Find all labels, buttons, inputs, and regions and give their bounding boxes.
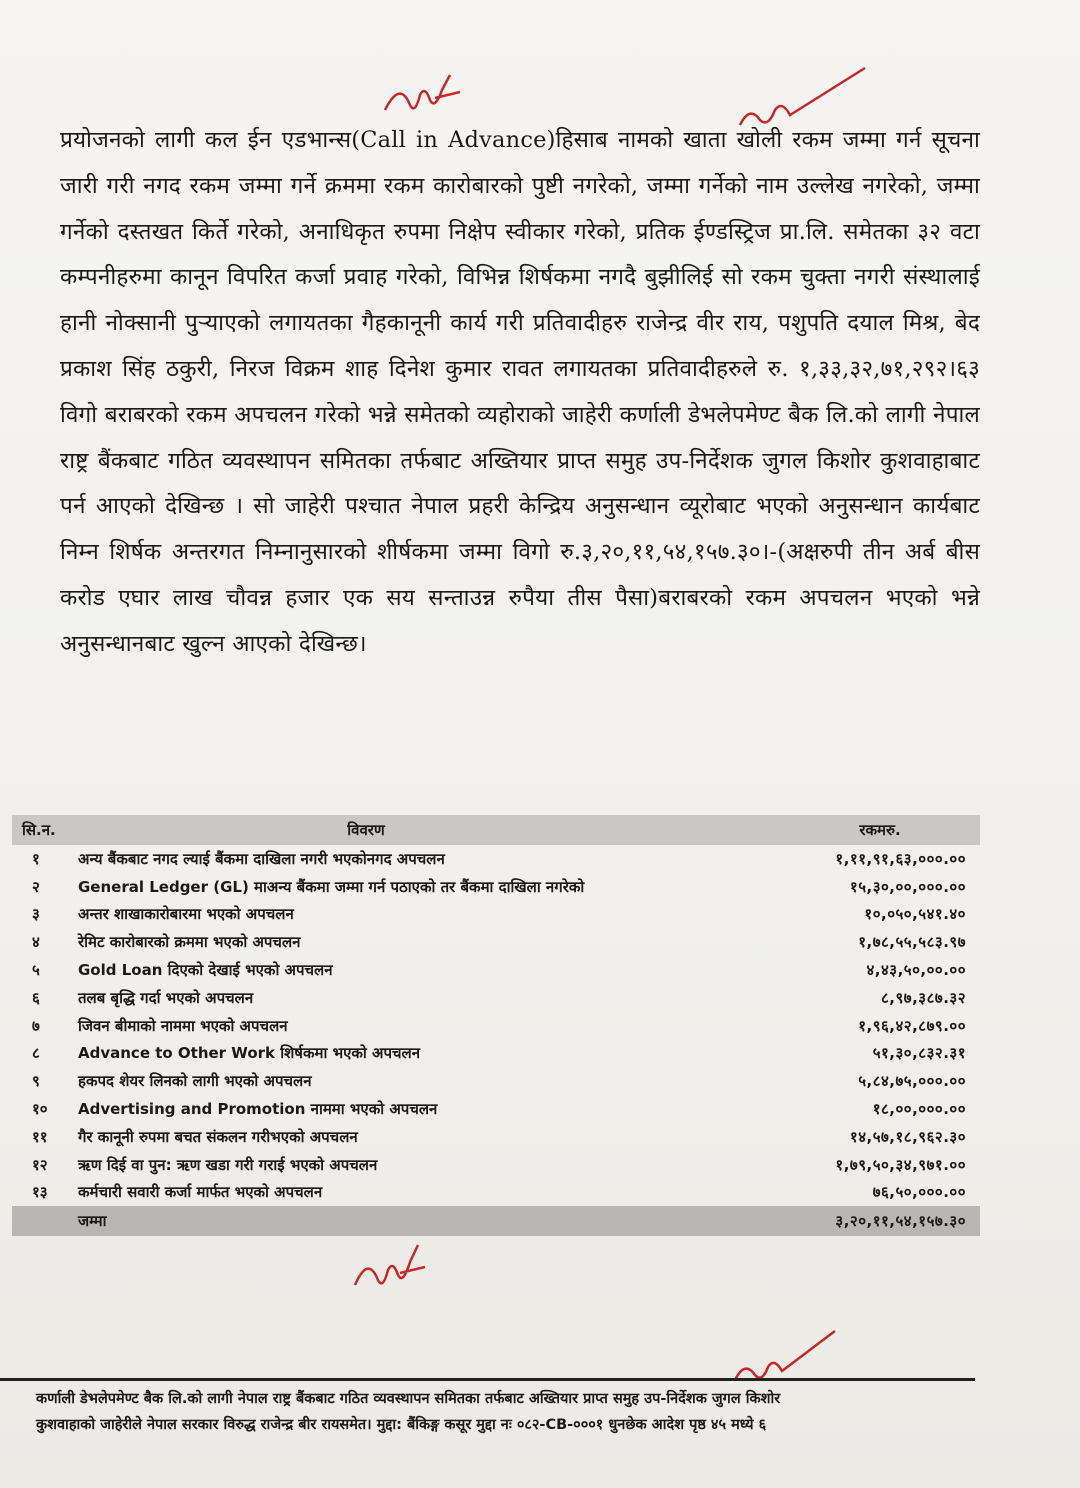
- row-sn: १२: [32, 1155, 48, 1174]
- row-sn: ७: [32, 1016, 40, 1035]
- row-sn: ८: [32, 1044, 40, 1063]
- row-description: गैर कानूनी रुपमा बचत संकलन गरीभएको अपचलन: [78, 1127, 358, 1146]
- table-row: [12, 1012, 980, 1040]
- row-sn: ४: [32, 933, 40, 952]
- row-amount: १,७८,५५,५८३.९७: [858, 933, 966, 952]
- table-header: [12, 815, 980, 845]
- row-amount: ८,९७,३८७.३२: [881, 988, 966, 1007]
- embezzlement-table: [12, 815, 980, 1236]
- row-description: Gold Loan दिएको देखाई भएको अपचलन: [78, 961, 333, 980]
- row-description: जिवन बीमाको नाममा भएको अपचलन: [78, 1016, 288, 1035]
- row-amount: ४,४३,५०,००.००: [866, 961, 966, 980]
- total-label: जम्मा: [78, 1212, 107, 1231]
- row-sn: २: [32, 877, 40, 896]
- footer-line-1: कर्णाली डेभलेपमेण्ट बैक लि.को लागी नेपाल राष्ट्र बैंकबाट गठित व्यवस्थापन समितका तर्फबाट अख्तियार प्राप्त समुह उप-निर्देशक जुगल किशोर: [36, 1391, 781, 1407]
- row-amount: १,११,९१,६३,०००.००: [835, 849, 966, 868]
- row-amount: १,७९,५०,३४,९७१.००: [835, 1155, 966, 1174]
- row-amount: १०,०५०,५४१.४०: [864, 905, 966, 924]
- body-paragraph: प्रयोजनको लागी कल ईन एडभान्स(Call in Advance)हिसाब नामको खाता खोली रकम जम्मा गर्न सूचना जारी गरी नगद रकम जम्मा गर्ने क्रममा रकम कारोबारको पुष्टी नगरेको, जम्मा गर्नेको नाम उल्लेख नगरेको, जम्मा गर्नेको दस्तखत किर्ते गरेको, अनाधिकृत रुपमा निक्षेप स्वीकार गरेको, प्रतिक ईण्डस्ट्रिज प्रा.लि. समेतका ३२ वटा कम्पनीहरुमा कानून विपरित कर्जा प्रवाह गरेको, विभिन्न शिर्षकमा नगदै बुझीलिई सो रकम चुक्ता नगरी संस्थालाई हानी नोक्सानी पुऱ्याएको लगायतका गैहकानूनी कार्य गरी प्रतिवादीहरु राजेन्द्र वीर राय, पशुपति दयाल मिश्र, बेद प्रकाश सिंह ठकुरी, निरज विक्रम शाह दिनेश कुमार रावत लगायतका प्रतिवादीहरुले रु. १,३३,३२,७१,२९२।६३ विगो बराबरको रकम अपचलन गरेको भन्ने समेतको व्यहोराको जाहेरी कर्णाली डेभलेपमेण्ट बैक लि.को लागी नेपाल राष्ट्र बैंकबाट गठित व्यवस्थापन समितका तर्फबाट अख्तियार प्राप्त समुह उप-निर्देशक जुगल किशोर कुशवाहाबाट पर्न आएको देखिन्छ । सो जाहेरी पश्चात नेपाल प्रहरी केन्द्रिय अनुसन्धान व्यूरोबाट भएको अनुसन्धान कार्यबाट निम्न शिर्षक अन्तरगत निम्नानुसारको शीर्षकमा जम्मा विगो रु.३,२०,११,५४,१५७.३०।-(अक्षरुपी तीन अर्ब बीस करोड एघार लाख चौवन्न हजार एक सय सन्ताउन्न रुपैया तीस पैसा)बराबरको रकम अपचलन भएको भन्ने अनुसन्धानबाट खुल्न आएको देखिन्छ।: [60, 127, 980, 657]
- row-description: कर्मचारी सवारी कर्जा मार्फत भएको अपचलन: [78, 1183, 323, 1202]
- table-row: [12, 1151, 980, 1179]
- handwritten-signature-icon: [350, 1240, 430, 1305]
- footer-line-2: कुशवाहाको जाहेरीले नेपाल सरकार विरुद्ध राजेन्द्र बीर रायसमेत। मुद्दा: बैंकिङ्ग कसूर मुद्दा नः ०८२-CB-०००१ धुनछेक आदेश पृष्ठ ४५ मध्ये ६: [36, 1417, 767, 1433]
- table-row: [12, 901, 980, 929]
- header-sn: सि.न.: [22, 821, 56, 839]
- row-amount: १८,००,०००.००: [872, 1100, 966, 1119]
- row-sn: १: [32, 849, 40, 868]
- table-row: [12, 1095, 980, 1123]
- footer-divider: [0, 1378, 975, 1381]
- table-row: [12, 1067, 980, 1095]
- handwritten-signature-icon: [730, 1325, 840, 1395]
- row-amount: १५,३०,००,०००.००: [849, 877, 966, 896]
- table-row: [12, 1179, 980, 1207]
- row-amount: ७६,५०,०००.००: [872, 1183, 966, 1202]
- total-amount: ३,२०,११,५४,१५७.३०: [835, 1212, 966, 1231]
- table-row: [12, 845, 980, 873]
- row-description: Advance to Other Work शिर्षकमा भएको अपचलन: [78, 1044, 421, 1063]
- row-sn: ९: [32, 1072, 40, 1091]
- table-row: [12, 873, 980, 901]
- table-row: [12, 984, 980, 1012]
- row-amount: ५१,३०,८३२.३१: [872, 1044, 966, 1063]
- header-description: विवरण: [347, 821, 385, 839]
- row-amount: १४,५७,१८,९६२.३०: [849, 1127, 966, 1146]
- row-sn: १०: [32, 1100, 48, 1119]
- row-description: हकपद शेयर लिनको लागी भएको अपचलन: [78, 1072, 312, 1091]
- table-row: [12, 1123, 980, 1151]
- row-description: ऋण दिई वा पुन: ऋण खडा गरी गराई भएको अपचलन: [78, 1155, 378, 1174]
- row-description: अन्य बैंकबाट नगद ल्याई बैंकमा दाखिला नगरी भएकोनगद अपचलन: [78, 849, 445, 868]
- signature-bottom-left: [350, 1240, 430, 1305]
- row-description: अन्तर शाखाकारोबारमा भएको अपचलन: [78, 905, 294, 924]
- header-amount: रकमरु.: [859, 821, 901, 839]
- page-footer: [36, 1386, 936, 1438]
- table-row: [12, 956, 980, 984]
- row-sn: ५: [32, 961, 40, 980]
- row-amount: १,९६,४२,८७९.००: [858, 1016, 966, 1035]
- table-total-row: [12, 1206, 980, 1236]
- signature-bottom-right: [730, 1325, 840, 1395]
- row-sn: १३: [32, 1183, 48, 1202]
- row-sn: ३: [32, 905, 40, 924]
- row-description: Advertising and Promotion नाममा भएको अपचलन: [78, 1100, 438, 1119]
- row-description: General Ledger (GL) माअन्य बैंकमा जम्मा गर्न पठाएको तर बैंकमा दाखिला नगरेको: [78, 877, 585, 896]
- table-row: [12, 928, 980, 956]
- row-sn: ११: [32, 1127, 48, 1146]
- row-sn: ६: [32, 988, 40, 1007]
- row-description: तलब बृद्धि गर्दा भएको अपचलन: [78, 988, 254, 1007]
- row-amount: ५,८४,७५,०००.००: [858, 1072, 966, 1091]
- row-description: रेमिट कारोबारको क्रममा भएको अपचलन: [78, 933, 301, 952]
- table-row: [12, 1040, 980, 1068]
